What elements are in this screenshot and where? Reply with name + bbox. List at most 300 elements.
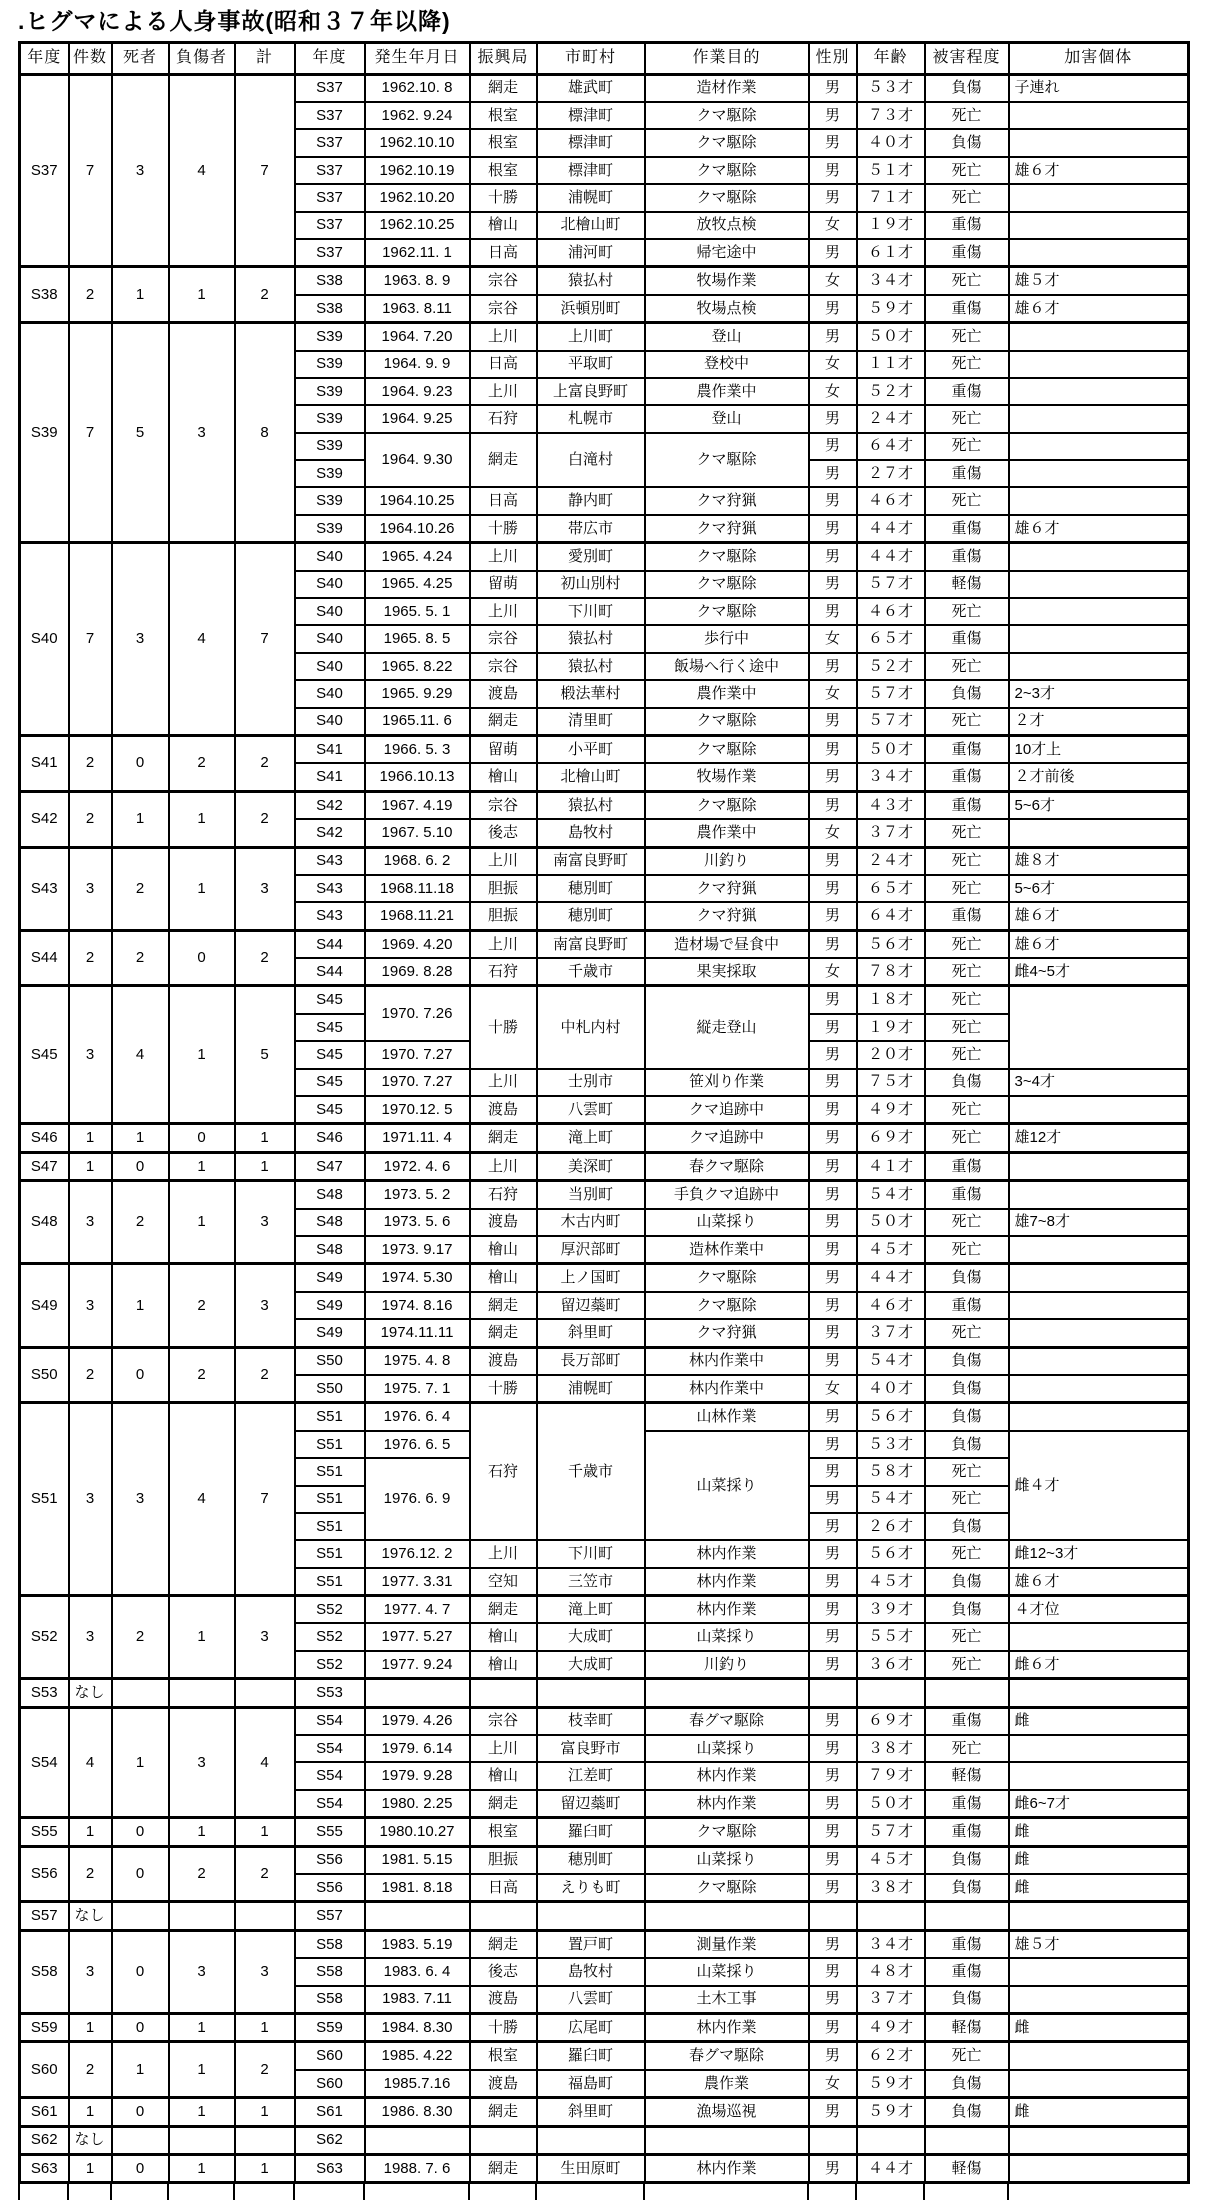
cell-damage: 負傷 xyxy=(925,1874,1009,1902)
cell-year: S50 xyxy=(295,1375,365,1403)
cell-sex: 男 xyxy=(809,1874,857,1902)
cell-purpose: 林内作業 xyxy=(645,1568,809,1596)
cell-bureau: 宗谷 xyxy=(470,267,537,295)
cell-town: 南富良野町 xyxy=(537,847,645,875)
cell-bear xyxy=(1009,2154,1189,2182)
group-cases-cell: 7 xyxy=(69,323,112,543)
cell-sex xyxy=(809,1679,857,1707)
cell-bear: 雄８才 xyxy=(1009,847,1189,875)
table-row xyxy=(20,1902,1189,1930)
group-injured-cell: 1 xyxy=(169,791,235,847)
cutoff-cell xyxy=(1008,2184,1187,2200)
cell-bureau: 上川 xyxy=(470,1069,537,1096)
cell-town: 猿払村 xyxy=(537,267,645,295)
cell-damage: 死亡 xyxy=(925,653,1009,680)
cell-sex: 男 xyxy=(809,1651,857,1679)
cell-sex: 男 xyxy=(809,1568,857,1596)
cell-bureau: 網走 xyxy=(470,2098,537,2126)
cell-age: ２６才 xyxy=(857,1513,925,1540)
group-injured-cell: 1 xyxy=(169,1596,235,1679)
cell-purpose: 山菜採り xyxy=(645,1431,809,1541)
cell-age: ５３才 xyxy=(857,1431,925,1458)
group-cases-cell: 1 xyxy=(69,1818,112,1846)
cell-town: 滝上町 xyxy=(537,1596,645,1624)
table-row xyxy=(20,1403,1189,1431)
cell-date: 1973. 5. 6 xyxy=(365,1209,470,1236)
cell-bureau: 根室 xyxy=(470,102,537,129)
col-header-total: 計 xyxy=(235,42,295,74)
cell-date: 1979. 6.14 xyxy=(365,1735,470,1762)
cell-sex: 男 xyxy=(809,433,857,460)
group-cases-cell: 3 xyxy=(69,1181,112,1264)
cell-sex: 男 xyxy=(809,1540,857,1567)
cell-purpose: クマ駆除 xyxy=(645,184,809,211)
cell-bear xyxy=(1009,1347,1189,1375)
cell-year: S44 xyxy=(295,930,365,958)
cell-bureau: 檜山 xyxy=(470,1762,537,1789)
cell-damage: 重傷 xyxy=(925,1818,1009,1846)
group-total-cell: 2 xyxy=(235,1846,295,1902)
cell-bureau: 宗谷 xyxy=(470,1707,537,1735)
col-header-age: 年齢 xyxy=(857,42,925,74)
cell-purpose: 農作業中 xyxy=(645,819,809,847)
cell-town: 生田原町 xyxy=(537,2154,645,2182)
cell-age: ４９才 xyxy=(857,1096,925,1124)
cell-damage: 重傷 xyxy=(925,763,1009,791)
group-total-cell: 7 xyxy=(235,1403,295,1596)
cell-bureau: 根室 xyxy=(470,129,537,156)
cell-age: ５７才 xyxy=(857,1818,925,1846)
cell-bear xyxy=(1009,378,1189,405)
cell-date: 1983. 6. 4 xyxy=(365,1958,470,1985)
cell-purpose: 山菜採り xyxy=(645,1209,809,1236)
group-year-cell: S44 xyxy=(20,930,69,986)
table-row xyxy=(20,323,1189,351)
cell-year: S39 xyxy=(295,487,365,514)
cell-town: 上川町 xyxy=(537,323,645,351)
group-year-cell: S54 xyxy=(20,1707,69,1818)
cell-year: S51 xyxy=(295,1513,365,1540)
cell-year: S37 xyxy=(295,239,365,267)
cell-town: 初山別村 xyxy=(537,571,645,598)
cell-town: 当別町 xyxy=(537,1181,645,1209)
cell-bureau: 根室 xyxy=(470,157,537,184)
cell-age: ４３才 xyxy=(857,791,925,819)
group-cases-cell: なし xyxy=(69,2126,112,2154)
cell-date: 1968. 6. 2 xyxy=(365,847,470,875)
cell-damage: 死亡 xyxy=(925,1458,1009,1485)
cell-town: 木古内町 xyxy=(537,1209,645,1236)
cell-town: 長万部町 xyxy=(537,1347,645,1375)
cell-damage: 重傷 xyxy=(925,791,1009,819)
cell-town: 下川町 xyxy=(537,1540,645,1567)
cell-age: ５９才 xyxy=(857,295,925,323)
cell-damage: 死亡 xyxy=(925,986,1009,1014)
table-row xyxy=(20,2126,1189,2154)
cell-date: 1962.10.19 xyxy=(365,157,470,184)
cell-year: S61 xyxy=(295,2098,365,2126)
cell-date: 1970. 7.26 xyxy=(365,986,470,1041)
group-deaths-cell: 0 xyxy=(112,1846,169,1902)
cell-sex: 男 xyxy=(809,1623,857,1650)
group-year-cell: S49 xyxy=(20,1264,69,1347)
cell-year: S58 xyxy=(295,1986,365,2014)
cell-date: 1983. 5.19 xyxy=(365,1930,470,1958)
cell-date: 1986. 8.30 xyxy=(365,2098,470,2126)
group-year-cell: S60 xyxy=(20,2042,69,2098)
cell-year: S40 xyxy=(295,543,365,571)
cell-damage: 死亡 xyxy=(925,405,1009,432)
cell-year: S39 xyxy=(295,323,365,351)
cell-date: 1976. 6. 4 xyxy=(365,1403,470,1431)
cell-bear xyxy=(1009,239,1189,267)
cell-year: S59 xyxy=(295,2013,365,2041)
cell-year: S58 xyxy=(295,1958,365,1985)
cell-town: 標津町 xyxy=(537,102,645,129)
group-cases-cell: 7 xyxy=(69,74,112,267)
cell-date: 1964. 9.23 xyxy=(365,378,470,405)
cell-year: S47 xyxy=(295,1152,365,1180)
group-total-cell xyxy=(235,1679,295,1707)
cell-purpose: 林内作業中 xyxy=(645,1375,809,1403)
cell-purpose: 造材場で昼食中 xyxy=(645,930,809,958)
cell-bureau: 宗谷 xyxy=(470,625,537,652)
cell-bear: ２才 xyxy=(1009,708,1189,736)
cell-bear xyxy=(1009,598,1189,625)
cell-year: S39 xyxy=(295,515,365,543)
table-row xyxy=(20,791,1189,819)
group-total-cell: 1 xyxy=(235,1818,295,1846)
cell-purpose: 春グマ駆除 xyxy=(645,2042,809,2070)
cell-age: ３７才 xyxy=(857,1986,925,2014)
group-deaths-cell: 2 xyxy=(112,1181,169,1264)
cell-year: S54 xyxy=(295,1707,365,1735)
group-cases-cell: 3 xyxy=(69,847,112,930)
cell-damage: 死亡 xyxy=(925,1319,1009,1347)
group-deaths-cell: 0 xyxy=(112,2098,169,2126)
cell-damage: 重傷 xyxy=(925,1790,1009,1818)
cell-purpose: 林内作業 xyxy=(645,2013,809,2041)
cell-bear: 雄12才 xyxy=(1009,1124,1189,1152)
cell-town: 浜頓別町 xyxy=(537,295,645,323)
cell-sex: 男 xyxy=(809,1513,857,1540)
cell-bear xyxy=(1009,1152,1189,1180)
cell-bureau: 石狩 xyxy=(470,958,537,986)
group-total-cell: 1 xyxy=(235,1124,295,1152)
cell-sex: 男 xyxy=(809,1209,857,1236)
cell-purpose: 登山 xyxy=(645,323,809,351)
group-total-cell xyxy=(235,2126,295,2154)
cell-damage: 重傷 xyxy=(925,1181,1009,1209)
cell-damage: 死亡 xyxy=(925,708,1009,736)
cell-sex: 男 xyxy=(809,1790,857,1818)
cell-year: S51 xyxy=(295,1458,365,1485)
cell-town xyxy=(537,2126,645,2154)
group-total-cell: 2 xyxy=(235,1347,295,1403)
cell-age: ４６才 xyxy=(857,598,925,625)
table-row xyxy=(20,1679,1189,1707)
cell-age: ３６才 xyxy=(857,1651,925,1679)
cell-town: 留辺蘂町 xyxy=(537,1790,645,1818)
cell-age: ５４才 xyxy=(857,1347,925,1375)
cell-purpose: クマ駆除 xyxy=(645,598,809,625)
cell-date: 1962.10.20 xyxy=(365,184,470,211)
cell-year: S37 xyxy=(295,102,365,129)
cell-date: 1965. 9.29 xyxy=(365,680,470,707)
cell-purpose: 農作業中 xyxy=(645,378,809,405)
cell-year: S49 xyxy=(295,1292,365,1319)
group-cases-cell: 3 xyxy=(69,1264,112,1347)
group-deaths-cell: 0 xyxy=(112,1152,169,1180)
cell-year: S45 xyxy=(295,1014,365,1041)
cell-age: ４４才 xyxy=(857,543,925,571)
cell-damage: 死亡 xyxy=(925,930,1009,958)
cell-bear xyxy=(1009,487,1189,514)
cell-year: S56 xyxy=(295,1874,365,1902)
cell-damage xyxy=(925,1902,1009,1930)
cell-year: S39 xyxy=(295,378,365,405)
group-injured-cell: 1 xyxy=(169,2013,235,2041)
cell-bureau: 胆振 xyxy=(470,1846,537,1874)
cell-bear xyxy=(1009,405,1189,432)
cell-town: 浦幌町 xyxy=(537,1375,645,1403)
cell-sex: 男 xyxy=(809,1486,857,1513)
cell-date: 1976.12. 2 xyxy=(365,1540,470,1567)
cell-purpose: クマ駆除 xyxy=(645,1292,809,1319)
group-year-cell: S47 xyxy=(20,1152,69,1180)
group-year-cell: S39 xyxy=(20,323,69,543)
group-total-cell: 7 xyxy=(235,543,295,736)
cell-date: 1970.12. 5 xyxy=(365,1096,470,1124)
cell-year: S38 xyxy=(295,267,365,295)
cell-sex: 女 xyxy=(809,378,857,405)
group-deaths-cell: 3 xyxy=(112,74,169,267)
cell-date: 1968.11.18 xyxy=(365,875,470,902)
cell-year: S56 xyxy=(295,1846,365,1874)
cell-town: 千歳市 xyxy=(537,1403,645,1540)
header-row xyxy=(20,42,1189,74)
group-deaths-cell: 5 xyxy=(112,323,169,543)
cell-sex: 男 xyxy=(809,1735,857,1762)
group-total-cell: 2 xyxy=(235,735,295,791)
cell-bear: 5~6才 xyxy=(1009,791,1189,819)
cell-bureau: 上川 xyxy=(470,543,537,571)
cell-bureau: 網走 xyxy=(470,708,537,736)
cell-purpose: 川釣り xyxy=(645,1651,809,1679)
cell-town: 江差町 xyxy=(537,1762,645,1789)
cell-year: S43 xyxy=(295,875,365,902)
cell-year: S40 xyxy=(295,598,365,625)
cell-town: 小平町 xyxy=(537,735,645,763)
cell-damage xyxy=(925,2126,1009,2154)
cell-age: ７５才 xyxy=(857,1069,925,1096)
cell-date: 1964.10.25 xyxy=(365,487,470,514)
cell-age: ５６才 xyxy=(857,1403,925,1431)
cell-year: S52 xyxy=(295,1596,365,1624)
cell-bureau: 檜山 xyxy=(470,1651,537,1679)
group-injured-cell: 2 xyxy=(169,1264,235,1347)
cell-age: ５８才 xyxy=(857,1458,925,1485)
cell-bureau: 渡島 xyxy=(470,1986,537,2014)
cell-sex: 男 xyxy=(809,930,857,958)
cutoff-cell xyxy=(168,2184,234,2200)
cell-bureau: 上川 xyxy=(470,323,537,351)
cell-purpose: 林内作業中 xyxy=(645,1347,809,1375)
cell-year: S38 xyxy=(295,295,365,323)
cell-bureau: 後志 xyxy=(470,819,537,847)
cell-town: 札幌市 xyxy=(537,405,645,432)
cutoff-row-stub xyxy=(18,2184,1187,2200)
cell-age: ６５才 xyxy=(857,875,925,902)
cell-damage: 死亡 xyxy=(925,433,1009,460)
cell-sex: 男 xyxy=(809,295,857,323)
cell-bear: 雌 xyxy=(1009,1818,1189,1846)
cutoff-cell xyxy=(294,2184,364,2200)
cell-purpose: クマ狩猟 xyxy=(645,515,809,543)
group-deaths-cell: 1 xyxy=(112,1264,169,1347)
cell-town xyxy=(537,1679,645,1707)
group-year-cell: S59 xyxy=(20,2013,69,2041)
cell-bear: 雌 xyxy=(1009,1707,1189,1735)
cell-town: 八雲町 xyxy=(537,1986,645,2014)
cell-bureau: 網走 xyxy=(470,1790,537,1818)
cell-sex: 女 xyxy=(809,1375,857,1403)
cell-damage: 重傷 xyxy=(925,1707,1009,1735)
cell-date: 1965. 8. 5 xyxy=(365,625,470,652)
cell-damage: 負傷 xyxy=(925,1568,1009,1596)
cutoff-cell xyxy=(536,2184,644,2200)
cell-date: 1983. 7.11 xyxy=(365,1986,470,2014)
group-injured-cell: 4 xyxy=(169,1403,235,1596)
cell-purpose: 林内作業 xyxy=(645,1790,809,1818)
group-year-cell: S41 xyxy=(20,735,69,791)
cell-bureau: 網走 xyxy=(470,2154,537,2182)
cell-bureau: 渡島 xyxy=(470,1209,537,1236)
group-year-cell: S53 xyxy=(20,1679,69,1707)
cell-bear: 雄６才 xyxy=(1009,515,1189,543)
cell-year: S54 xyxy=(295,1762,365,1789)
cell-sex: 男 xyxy=(809,708,857,736)
cell-bear xyxy=(1009,1403,1189,1431)
group-injured-cell: 2 xyxy=(169,1347,235,1403)
cell-bear xyxy=(1009,1986,1189,2014)
table-row xyxy=(20,1264,1189,1292)
cell-date: 1967. 4.19 xyxy=(365,791,470,819)
cutoff-cell xyxy=(19,2184,68,2200)
group-injured-cell xyxy=(169,1902,235,1930)
cell-purpose: クマ駆除 xyxy=(645,735,809,763)
cell-bureau: 胆振 xyxy=(470,902,537,930)
cell-town: 上ノ国町 xyxy=(537,1264,645,1292)
cell-town: 浦河町 xyxy=(537,239,645,267)
group-deaths-cell: 1 xyxy=(112,791,169,847)
cell-sex: 男 xyxy=(809,1152,857,1180)
cell-damage: 負傷 xyxy=(925,1403,1009,1431)
cell-year: S48 xyxy=(295,1209,365,1236)
group-cases-cell: なし xyxy=(69,1679,112,1707)
cell-date: 1984. 8.30 xyxy=(365,2013,470,2041)
cell-bureau: 渡島 xyxy=(470,1347,537,1375)
cell-year: S41 xyxy=(295,763,365,791)
cell-damage: 死亡 xyxy=(925,1540,1009,1567)
cell-age: ４０才 xyxy=(857,129,925,156)
cell-damage: 死亡 xyxy=(925,1124,1009,1152)
cell-date xyxy=(365,2126,470,2154)
cell-age: ５０才 xyxy=(857,735,925,763)
cell-date: 1977. 5.27 xyxy=(365,1623,470,1650)
cell-age: ３８才 xyxy=(857,1874,925,1902)
cell-sex: 男 xyxy=(809,653,857,680)
group-cases-cell: 2 xyxy=(69,791,112,847)
incident-table xyxy=(18,41,1190,2185)
cell-year: S55 xyxy=(295,1818,365,1846)
cell-sex: 男 xyxy=(809,1014,857,1041)
cell-year: S40 xyxy=(295,625,365,652)
cell-damage: 重傷 xyxy=(925,625,1009,652)
group-deaths-cell xyxy=(112,1902,169,1930)
cell-age: ５７才 xyxy=(857,680,925,707)
group-deaths-cell xyxy=(112,1679,169,1707)
col-header-bear: 加害個体 xyxy=(1009,42,1189,74)
cell-town: 帯広市 xyxy=(537,515,645,543)
group-year-cell: S40 xyxy=(20,543,69,736)
cell-bureau: 檜山 xyxy=(470,1264,537,1292)
cell-damage: 死亡 xyxy=(925,2042,1009,2070)
cell-date: 1970. 7.27 xyxy=(365,1069,470,1096)
cell-date: 1974. 5.30 xyxy=(365,1264,470,1292)
cell-damage: 負傷 xyxy=(925,1069,1009,1096)
cell-year: S52 xyxy=(295,1651,365,1679)
group-cases-cell: 2 xyxy=(69,1347,112,1403)
cell-purpose: 飯場へ行く途中 xyxy=(645,653,809,680)
cell-bureau: 後志 xyxy=(470,1958,537,1985)
cell-age: ４０才 xyxy=(857,1375,925,1403)
cell-purpose: クマ駆除 xyxy=(645,571,809,598)
cell-town: 枝幸町 xyxy=(537,1707,645,1735)
cell-damage: 重傷 xyxy=(925,543,1009,571)
cell-purpose: 春クマ駆除 xyxy=(645,1152,809,1180)
cell-town: 平取町 xyxy=(537,351,645,378)
cell-bear: 雌 xyxy=(1009,1874,1189,1902)
group-injured-cell: 4 xyxy=(169,74,235,267)
cell-sex: 男 xyxy=(809,902,857,930)
group-total-cell: 3 xyxy=(235,847,295,930)
cell-purpose: 帰宅途中 xyxy=(645,239,809,267)
cell-bear xyxy=(1009,212,1189,239)
cell-damage: 重傷 xyxy=(925,902,1009,930)
cell-age: ２４才 xyxy=(857,847,925,875)
cell-town xyxy=(537,1902,645,1930)
cell-purpose: 果実採取 xyxy=(645,958,809,986)
cell-damage: 死亡 xyxy=(925,487,1009,514)
col-header-date: 発生年月日 xyxy=(365,42,470,74)
cell-year: S49 xyxy=(295,1264,365,1292)
cell-purpose: クマ駆除 xyxy=(645,1874,809,1902)
cell-bear xyxy=(1009,323,1189,351)
group-total-cell: 2 xyxy=(235,791,295,847)
cell-bear xyxy=(1009,1319,1189,1347)
group-total-cell: 8 xyxy=(235,323,295,543)
cell-sex: 男 xyxy=(809,1041,857,1068)
cell-date: 1966. 5. 3 xyxy=(365,735,470,763)
col-header-purpose: 作業目的 xyxy=(645,42,809,74)
cell-town: 雄武町 xyxy=(537,74,645,102)
col-header-injured: 負傷者 xyxy=(169,42,235,74)
cell-purpose: 春グマ駆除 xyxy=(645,1707,809,1735)
cell-damage: 死亡 xyxy=(925,958,1009,986)
cell-year: S45 xyxy=(295,1096,365,1124)
cell-year: S43 xyxy=(295,847,365,875)
